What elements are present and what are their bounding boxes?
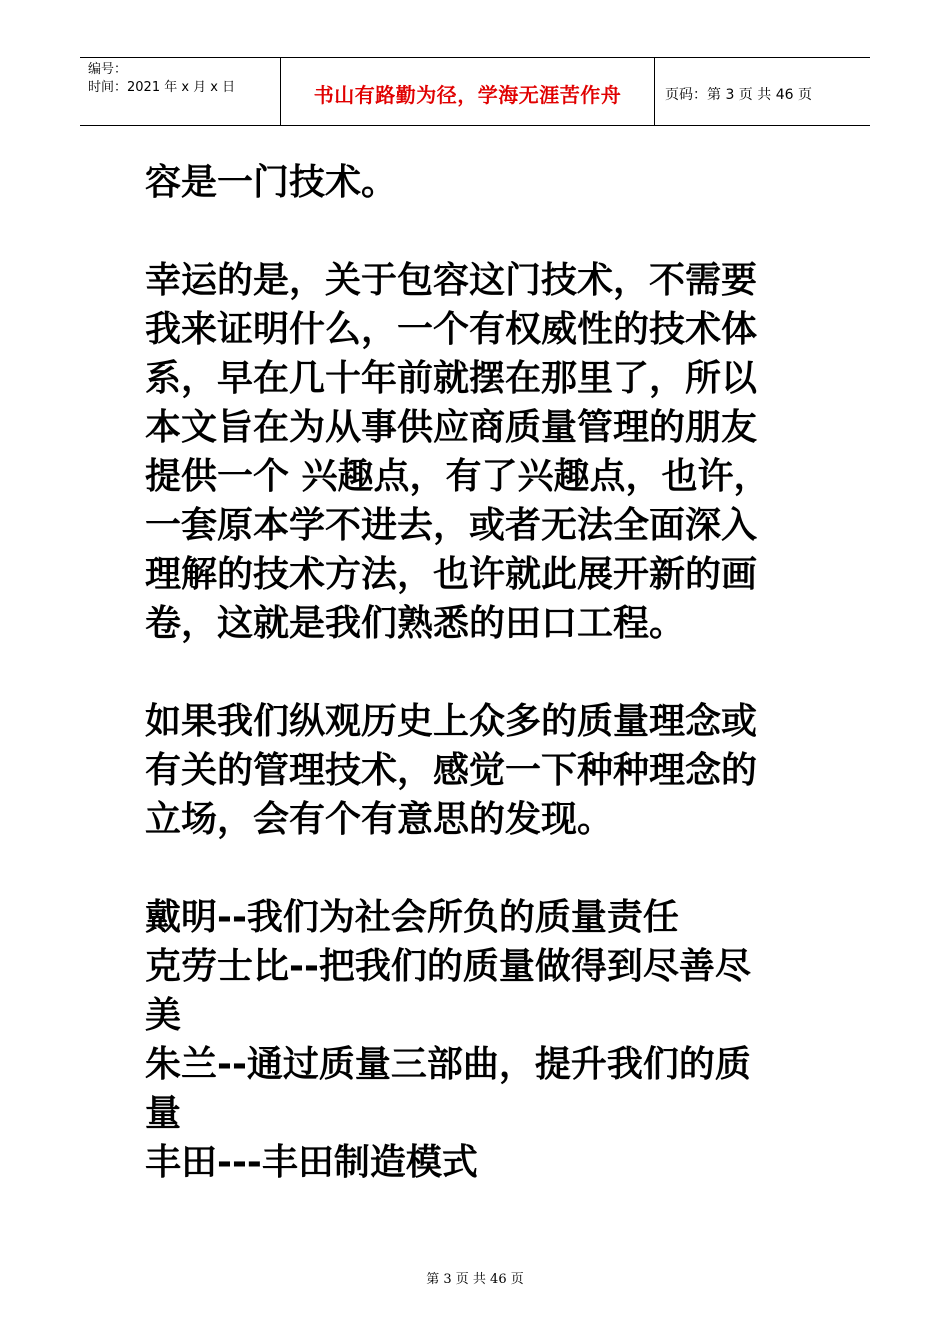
text-line: 美 <box>145 995 182 1036</box>
text-line: 戴明--我们为社会所负的质量责任 <box>145 897 679 938</box>
text-line: 理解的技术方法，也许就此展开新的画 <box>145 554 758 595</box>
text-line: 量 <box>145 1093 182 1134</box>
page-footer: 第 3 页 共 46 页 <box>426 1272 524 1287</box>
number-label: 编号： <box>88 62 128 77</box>
text-line: 立场，会有个有意思的发现。 <box>145 799 614 840</box>
text-line: 我来证明什么，一个有权威性的技术体 <box>145 309 758 350</box>
text-line: 提供一个 兴趣点，有了兴趣点，也许， <box>145 456 770 497</box>
paragraph-gap <box>145 648 815 697</box>
text-line: 卷，这就是我们熟悉的田口工程。 <box>145 603 686 644</box>
text-line: 丰田---丰田制造模式 <box>145 1142 478 1183</box>
text-line: 朱兰--通过质量三部曲，提升我们的质 <box>145 1044 751 1085</box>
text-line: 如果我们纵观历史上众多的质量理念或 <box>145 701 758 742</box>
paragraph-gap <box>145 844 815 893</box>
header-motto: 书山有路勤为径，学海无涯苦作舟 <box>281 58 655 125</box>
document-header <box>80 57 870 126</box>
text-line: 有关的管理技术，感觉一下种种理念的 <box>145 750 758 791</box>
text-line: 幸运的是，关于包容这门技术，不需要 <box>145 260 758 301</box>
text-line: 系，早在几十年前就摆在那里了，所以 <box>145 358 758 399</box>
header-meta <box>80 58 281 125</box>
text-line: 容是一门技术。 <box>145 162 398 203</box>
paragraph-gap <box>145 207 815 256</box>
document-body <box>145 158 815 1187</box>
time-label: 时间：2021 年 x 月 x 日 <box>88 80 236 95</box>
text-line: 本文旨在为从事供应商质量管理的朋友 <box>145 407 758 448</box>
text-line: 一套原本学不进去，或者无法全面深入 <box>145 505 758 546</box>
header-page-info: 页码：第 3 页 共 46 页 <box>665 86 812 103</box>
text-line: 克劳士比--把我们的质量做得到尽善尽 <box>145 946 751 987</box>
